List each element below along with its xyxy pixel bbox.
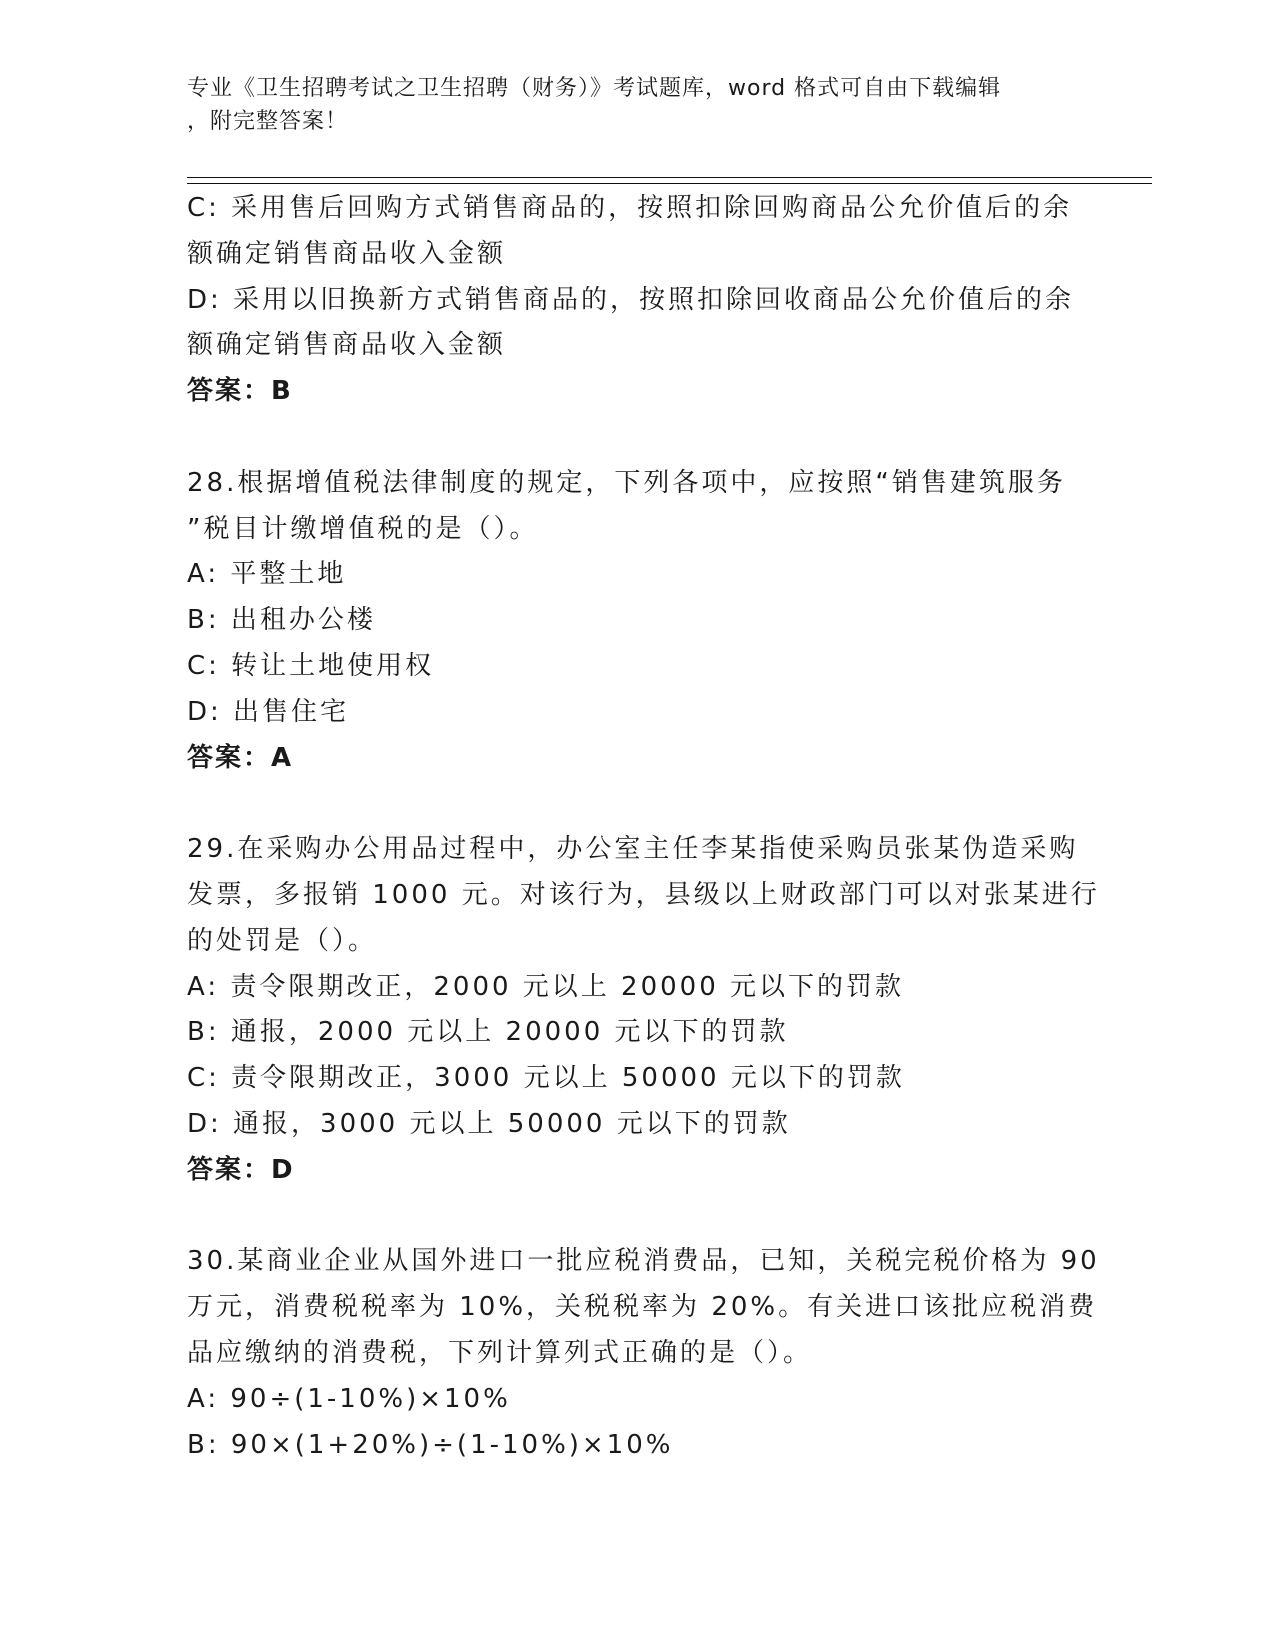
option-b: B: 出租办公楼 — [187, 605, 376, 636]
question-stem: 的处罚是（）。 — [187, 925, 378, 956]
option-b: B: 通报，2000 元以上 20000 元以下的罚款 — [187, 1017, 789, 1048]
question-stem: 万元，消费税税率为 10%，关税税率为 20%。有关进口该批应税消费 — [187, 1292, 1098, 1323]
document-header — [187, 72, 1067, 138]
question-29 — [187, 827, 1100, 1193]
header-line-2: ，附完整答案！ — [187, 109, 349, 134]
option-c: C: 责令限期改正，3000 元以上 50000 元以下的罚款 — [187, 1063, 905, 1094]
question-stem: 30.某商业企业从国外进口一批应税消费品，已知，关税完税价格为 90 — [187, 1246, 1100, 1277]
answer-label: 答案：B — [187, 376, 293, 407]
header-divider-bottom — [187, 183, 1152, 184]
question-stem: 29.在采购办公用品过程中，办公室主任李某指使采购员张某伪造采购 — [187, 834, 1079, 865]
question-27-continuation — [187, 186, 1087, 415]
option-d: D: 通报，3000 元以上 50000 元以下的罚款 — [187, 1108, 791, 1139]
option-b: B: 90×(1+20%)÷(1-10%)×10% — [187, 1429, 674, 1460]
question-stem: ”税目计缴增值税的是（）。 — [187, 513, 539, 544]
answer-label: 答案：A — [187, 742, 294, 773]
question-stem: 28.根据增值税法律制度的规定，下列各项中，应按照“销售建筑服务 — [187, 467, 1066, 498]
question-stem: 品应缴纳的消费税，下列计算列式正确的是（）。 — [187, 1337, 813, 1368]
question-28 — [187, 461, 1087, 782]
question-stem: 发票，多报销 1000 元。对该行为，县级以上财政部门可以对张某进行 — [187, 879, 1100, 910]
option-text: D: 采用以旧换新方式销售商品的，按照扣除回收商品公允价值后的余 — [187, 284, 1075, 315]
spacer — [187, 1194, 1087, 1240]
option-d: D: 出售住宅 — [187, 696, 350, 727]
answer-label: 答案：D — [187, 1154, 295, 1185]
question-content — [187, 186, 1100, 1468]
question-30 — [187, 1239, 1100, 1468]
spacer — [187, 415, 1087, 461]
spacer — [187, 781, 1087, 827]
option-text: C: 采用售后回购方式销售商品的，按照扣除回购商品公允价值后的余 — [187, 193, 1073, 223]
option-text: 额确定销售商品收入金额 — [187, 238, 507, 269]
option-text: 额确定销售商品收入金额 — [187, 330, 507, 361]
option-c: C: 转让土地使用权 — [187, 650, 435, 681]
option-a: A: 平整土地 — [187, 559, 347, 590]
header-line-1: 专业《卫生招聘考试之卫生招聘（财务）》考试题库，word 格式可自由下载编辑 — [187, 76, 1002, 101]
option-a: A: 责令限期改正，2000 元以上 20000 元以下的罚款 — [187, 971, 905, 1002]
option-a: A: 90÷(1-10%)×10% — [187, 1383, 511, 1414]
header-divider-top — [187, 177, 1152, 178]
